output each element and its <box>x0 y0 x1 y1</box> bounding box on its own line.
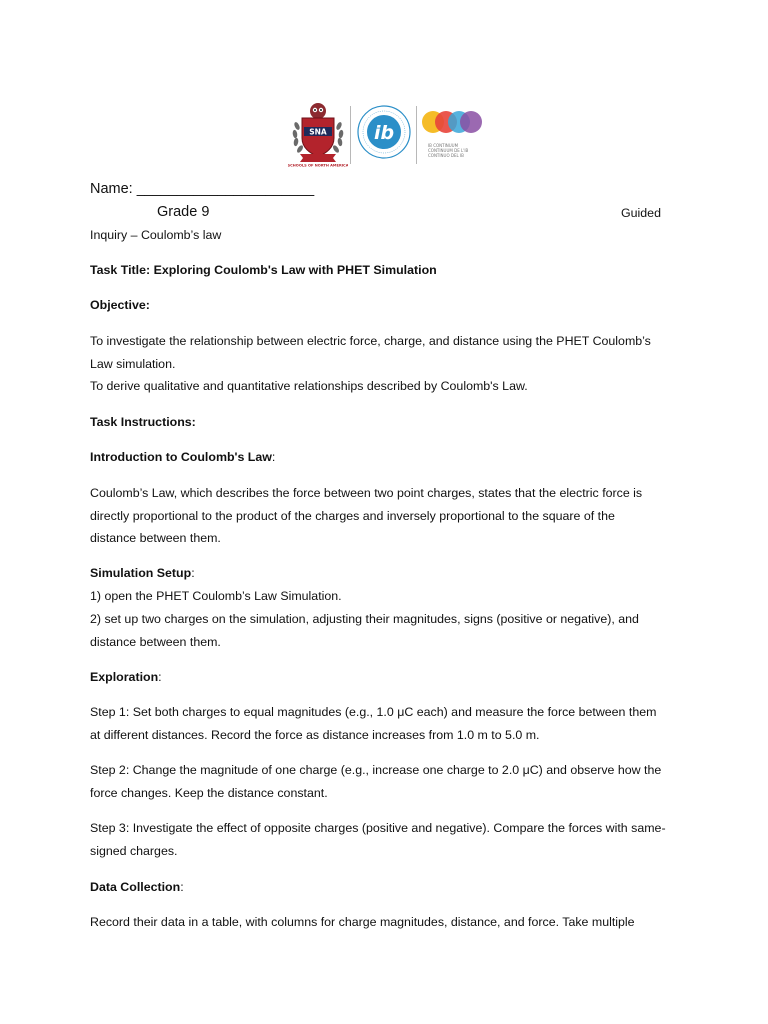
objective-heading: Objective: <box>90 298 150 312</box>
ib-continuum-logo <box>422 108 484 158</box>
exploration-step-line: Step 3: Investigate the effect of opposite charges (positive and negative). Compare the forces with same- <box>90 821 666 835</box>
data-collection-heading: Data Collection <box>90 880 181 894</box>
exploration-step-line: signed charges. <box>90 844 178 858</box>
simulation-setup-heading: Simulation Setup <box>90 566 192 580</box>
exploration-step-line: Step 2: Change the magnitude of one charge (e.g., increase one charge to 2.0 μC) and observe how the <box>90 763 662 777</box>
header-logos <box>288 100 488 170</box>
simulation-setup-colon: : <box>191 566 195 580</box>
exploration-step-line: Step 1: Set both charges to equal magnitudes (e.g., 1.0 μC each) and measure the force between them <box>90 705 657 719</box>
introduction-heading-row <box>90 449 275 465</box>
logo-divider-2 <box>416 106 417 164</box>
introduction-heading-colon: : <box>271 450 276 464</box>
simulation-step: distance between them. <box>90 635 221 649</box>
task-title: Task Title: Exploring Coulomb's Law with PHET Simulation <box>90 263 437 277</box>
simulation-setup-heading-row <box>90 565 195 581</box>
objective-text-line: Law simulation. <box>90 357 176 371</box>
grade-label: Grade 9 <box>157 204 210 220</box>
task-instructions-heading: Task Instructions: <box>90 415 196 429</box>
introduction-heading: Introduction to Coulomb's Law <box>90 450 272 464</box>
introduction-text-line: directly proportional to the product of the charges and inversely proportional to the square of the <box>90 509 615 523</box>
exploration-heading-row <box>90 669 162 685</box>
simulation-step: 1) open the PHET Coulomb’s Law Simulation. <box>90 589 342 603</box>
continuum-line: IB CONTINUUM <box>428 143 459 148</box>
sna-caption: SCHOOLS OF NORTH AMERICA <box>288 163 348 168</box>
exploration-step-line: force changes. Keep the distance constant. <box>90 786 328 800</box>
continuum-line: CONTINUO DEL IB <box>428 153 464 158</box>
name-field-label: Name: ______________________ <box>90 181 315 197</box>
data-collection-colon: : <box>180 880 184 894</box>
sna-badge-text: SNA <box>309 127 327 137</box>
simulation-step: 2) set up two charges on the simulation, adjusting their magnitudes, signs (positive or negative), and <box>90 612 639 626</box>
continuum-line: CONTINUUM DE L'IB <box>428 148 469 153</box>
exploration-step-line: at different distances. Record the force as distance increases from 1.0 m to 5.0 m. <box>90 728 540 742</box>
ib-mark: ib <box>373 122 395 144</box>
data-collection-heading-row <box>90 879 184 895</box>
objective-text-line: To derive qualitative and quantitative relationships described by Coulomb's Law. <box>90 379 528 393</box>
ib-logo <box>356 104 412 165</box>
data-collection-text-line: Record their data in a table, with columns for charge magnitudes, distance, and force. Take multiple <box>90 915 635 929</box>
introduction-text-line: distance between them. <box>90 531 221 545</box>
guided-label: Guided <box>621 206 661 220</box>
exploration-heading: Exploration <box>90 670 159 684</box>
inquiry-label: Inquiry – Coulomb’s law <box>90 228 222 242</box>
exploration-colon: : <box>158 670 162 684</box>
objective-text-line: To investigate the relationship between electric force, charge, and distance using the PHET Coulomb’s <box>90 334 651 348</box>
introduction-text-line: Coulomb’s Law, which describes the force between two point charges, states that the electric force is <box>90 486 643 500</box>
logo-divider-1 <box>350 106 351 164</box>
continuum-caption <box>428 143 484 158</box>
sna-logo <box>288 100 348 173</box>
